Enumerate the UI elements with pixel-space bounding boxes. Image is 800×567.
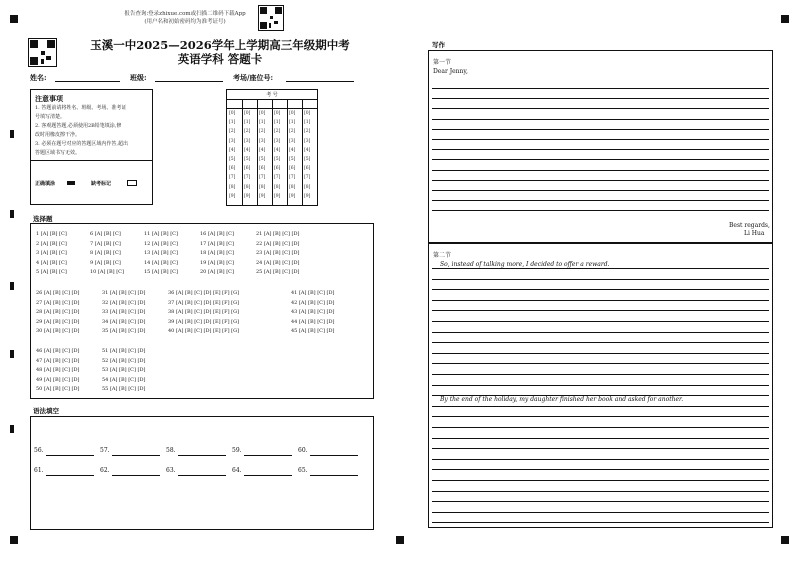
grammar-question-number: 65. [298,467,308,474]
writing-line[interactable] [432,200,769,201]
exam-digit-bubble[interactable]: [0] [304,111,311,116]
exam-digit-bubble[interactable]: [2] [289,129,296,135]
choice-question[interactable]: 46 [A] [B] [C] [D] [36,348,80,354]
exam-number-header: 考 号 [266,92,278,98]
choice-question[interactable]: 52 [A] [B] [C] [D] [102,357,146,364]
exam-digit-bubble[interactable]: [1] [289,120,296,126]
choice-question[interactable]: 12 [A] [B] [C] [144,240,178,247]
exam-digit-bubble[interactable]: [1] [259,120,266,126]
notice-line-2: (用户名和初始密码均为准考证号) [144,19,226,25]
grammar-question-number: 64. [232,467,242,474]
exam-digit-bubble[interactable]: [4] [289,147,296,153]
choice-question[interactable]: 24 [A] [B] [C] [D] [256,259,300,266]
grammar-question-number: 57. [100,447,110,454]
choice-section-label: 选择题 [33,215,53,223]
exam-digit-bubble[interactable]: [1] [304,120,311,126]
grammar-answer-blank[interactable] [244,475,292,476]
choice-question[interactable]: 5 [A] [B] [C] [36,269,67,275]
grid-column-line [272,99,273,205]
exam-digit-bubble[interactable]: [1] [229,120,236,126]
exam-digit-bubble[interactable]: [8] [259,184,266,190]
choice-question[interactable]: 43 [A] [B] [C] [D] [291,309,335,315]
choice-question[interactable]: 41 [A] [B] [C] [D] [291,290,335,296]
writing-line[interactable] [432,353,769,354]
choice-question[interactable]: 17 [A] [B] [C] [200,240,234,247]
exam-digit-bubble[interactable]: [0] [274,111,281,116]
choice-question[interactable]: 35 [A] [B] [C] [D] [102,328,146,334]
class-label: 班级: [130,73,147,82]
choice-question[interactable]: 54 [A] [B] [C] [D] [102,376,146,383]
grammar-question-number: 63. [166,467,176,474]
grammar-section-label: 语法填空 [33,407,59,415]
writing-line[interactable] [432,88,769,89]
exam-digit-bubble[interactable]: [5] [289,157,296,162]
correct-fill-label: 正确填涂 [35,181,56,187]
seat-label: 考场/座位号: [233,73,274,82]
choice-question[interactable]: 9 [A] [B] [C] [90,259,121,266]
exam-digit-bubble[interactable]: [5] [244,157,251,162]
choice-question[interactable]: 48 [A] [B] [C] [D] [36,367,80,373]
grammar-answer-box [30,416,374,530]
choice-question[interactable]: 14 [A] [B] [C] [144,259,178,266]
writing-line[interactable] [432,159,769,160]
choice-question[interactable]: 26 [A] [B] [C] [D] [36,290,80,296]
exam-digit-bubble[interactable]: [7] [229,175,236,181]
writing-line[interactable] [432,129,769,130]
choice-question[interactable]: 21 [A] [B] [C] [D] [256,231,300,237]
exam-digit-bubble[interactable]: [8] [274,184,281,190]
choice-question[interactable]: 42 [A] [B] [C] [D] [291,299,335,306]
writing-line[interactable] [432,448,769,449]
choice-question[interactable]: 49 [A] [B] [C] [D] [36,376,80,383]
grammar-question-number: 58. [166,447,176,454]
exam-digit-bubble[interactable]: [5] [304,157,311,162]
grammar-question-number: 61. [34,467,44,474]
grammar-answer-blank[interactable] [244,455,292,456]
exam-digit-bubble[interactable]: [9] [304,193,311,199]
exam-digit-bubble[interactable]: [9] [274,193,281,199]
exam-digit-bubble[interactable]: [6] [304,166,311,172]
exam-digit-bubble[interactable]: [9] [289,193,296,199]
choice-question[interactable]: 18 [A] [B] [C] [200,250,234,256]
choice-question[interactable]: 4 [A] [B] [C] [36,259,67,266]
exam-digit-bubble[interactable]: [3] [289,138,296,144]
missing-mark-label: 缺考标记 [91,181,112,187]
choice-question[interactable]: 55 [A] [B] [C] [D] [102,386,146,392]
notice-divider [31,160,152,161]
choice-question[interactable]: 38 [A] [B] [C] [D] [E] [F] [G] [168,309,240,315]
exam-digit-bubble[interactable]: [3] [229,138,236,144]
timing-mark [10,536,18,544]
choice-question[interactable]: 27 [A] [B] [C] [D] [36,299,80,306]
writing-line[interactable] [432,310,769,311]
choice-question[interactable]: 23 [A] [B] [C] [D] [256,250,300,256]
choice-question[interactable]: 51 [A] [B] [C] [D] [102,348,146,354]
timing-mark [10,282,14,290]
choice-question[interactable]: 33 [A] [B] [C] [D] [102,309,146,315]
choice-question[interactable]: 50 [A] [B] [C] [D] [36,386,80,392]
writing-line[interactable] [432,289,769,290]
timing-mark [781,15,789,23]
report-query-notice [110,10,260,26]
exam-subtitle: 英语学科 答题卡 [177,52,263,66]
choice-question[interactable]: 34 [A] [B] [C] [D] [102,318,146,325]
exam-digit-bubble[interactable]: [2] [304,129,311,135]
choice-question[interactable]: 19 [A] [B] [C] [200,259,234,266]
choice-question[interactable]: 1 [A] [B] [C] [36,231,67,237]
writing-part1-box [428,50,773,243]
exam-digit-bubble[interactable]: [2] [229,129,236,135]
missing-mark-box[interactable] [127,180,137,186]
exam-digit-bubble[interactable]: [4] [304,147,311,153]
choice-answer-box [30,223,374,399]
writing-line[interactable] [432,98,769,99]
exam-digit-bubble[interactable]: [5] [229,157,236,162]
exam-digit-bubble[interactable]: [9] [244,193,251,199]
exam-digit-bubble[interactable]: [7] [259,175,266,181]
writing-line[interactable] [432,459,769,460]
grammar-answer-blank[interactable] [310,475,358,476]
grammar-question-number: 56. [34,447,44,454]
letter-closing: Best regards, [729,222,770,229]
choice-question[interactable]: 3 [A] [B] [C] [36,250,67,256]
grammar-question-number: 60. [298,447,308,454]
choice-question[interactable]: 20 [A] [B] [C] [200,269,234,275]
writing-line[interactable] [432,501,769,502]
choice-question[interactable]: 10 [A] [B] [C] [90,269,124,275]
writing-line[interactable] [432,119,769,120]
choice-question[interactable]: 28 [A] [B] [C] [D] [36,309,80,315]
grammar-answer-blank[interactable] [178,475,226,476]
grammar-answer-blank[interactable] [112,455,160,456]
exam-digit-bubble[interactable]: [8] [244,184,251,190]
exam-digit-bubble[interactable]: [8] [229,184,236,190]
exam-digit-bubble[interactable]: [3] [244,138,251,144]
choice-question[interactable]: 6 [A] [B] [C] [90,231,121,237]
exam-digit-bubble[interactable]: [9] [229,193,236,199]
exam-digit-bubble[interactable]: [1] [244,120,251,126]
exam-digit-bubble[interactable]: [0] [289,111,296,116]
exam-digit-bubble[interactable]: [4] [274,147,281,153]
exam-digit-bubble[interactable]: [7] [274,175,281,181]
writing-line[interactable] [432,279,769,280]
choice-question[interactable]: 7 [A] [B] [C] [90,240,121,247]
writing-line[interactable] [432,321,769,322]
letter-greeting: Dear Jenny, [433,68,468,75]
grammar-question-number: 59. [232,447,242,454]
writing-line[interactable] [432,170,769,171]
choice-question[interactable]: 32 [A] [B] [C] [D] [102,299,146,306]
exam-digit-bubble[interactable]: [6] [289,166,296,172]
timing-mark [10,130,14,138]
notice-item: 号填写清楚。 [35,114,66,120]
notice-item: 3. 必须在题号对应的答题区域内作答,超出 [35,141,128,147]
choice-question[interactable]: 44 [A] [B] [C] [D] [291,318,335,325]
writing-section-label: 写作 [432,41,445,49]
grid-column-line [242,99,243,205]
writing-line[interactable] [432,332,769,333]
writing-line[interactable] [432,210,769,211]
choice-question[interactable]: 16 [A] [B] [C] [200,231,234,237]
class-field[interactable] [155,81,223,82]
notice-item: 答题区域书写无效。 [35,150,81,156]
choice-question[interactable]: 29 [A] [B] [C] [D] [36,318,80,325]
choice-question[interactable]: 40 [A] [B] [C] [D] [E] [F] [G] [168,328,240,334]
exam-digit-bubble[interactable]: [8] [289,184,296,190]
exam-digit-bubble[interactable]: [6] [244,166,251,172]
choice-question[interactable]: 15 [A] [B] [C] [144,269,178,275]
choice-question[interactable]: 8 [A] [B] [C] [90,250,121,256]
exam-digit-bubble[interactable]: [7] [304,175,311,181]
exam-digit-bubble[interactable]: [4] [229,147,236,153]
paragraph2-start: By the end of the holiday, my daughter finished her book and asked for another. [440,396,684,403]
qr-code-icon [258,5,284,31]
timing-mark [10,425,14,433]
correct-fill-sample [67,181,75,185]
paragraph1-start: So, instead of talking more, I decided to offer a reward. [440,261,610,268]
notice-title: 注意事项 [35,94,63,103]
exam-digit-bubble[interactable]: [2] [274,129,281,135]
timing-mark [781,536,789,544]
grid-column-line [287,99,288,205]
notice-item: 2. 客观题答题,必须使用2B铅笔填涂,修 [35,123,122,129]
letter-signature: Li Hua [744,230,765,237]
writing-line[interactable] [432,300,769,301]
choice-question[interactable]: 37 [A] [B] [C] [D] [E] [F] [G] [168,299,240,306]
writing-line[interactable] [432,406,769,407]
writing-line[interactable] [432,385,769,386]
writing-line[interactable] [432,108,769,109]
timing-mark [10,15,18,23]
exam-digit-bubble[interactable]: [7] [244,175,251,181]
notice-box [30,89,153,205]
grammar-answer-blank[interactable] [112,475,160,476]
choice-question[interactable]: 30 [A] [B] [C] [D] [36,328,80,334]
writing-part2-label: 第二节 [433,252,452,259]
writing-line[interactable] [432,491,769,492]
exam-digit-bubble[interactable]: [0] [229,111,236,116]
writing-line[interactable] [432,395,769,396]
writing-line[interactable] [432,374,769,375]
seat-field[interactable] [286,81,354,82]
writing-line[interactable] [432,512,769,513]
exam-digit-bubble[interactable]: [6] [259,166,266,172]
exam-digit-bubble[interactable]: [5] [274,157,281,162]
writing-line[interactable] [432,139,769,140]
grid-column-line [257,99,258,205]
exam-digit-bubble[interactable]: [2] [259,129,266,135]
exam-digit-bubble[interactable]: [4] [244,147,251,153]
exam-digit-bubble[interactable]: [9] [259,193,266,199]
writing-line[interactable] [432,469,769,470]
choice-question[interactable]: 36 [A] [B] [C] [D] [E] [F] [G] [168,290,240,296]
name-field[interactable] [55,81,120,82]
exam-digit-bubble[interactable]: [3] [259,138,266,144]
grammar-answer-blank[interactable] [310,455,358,456]
choice-question[interactable]: 22 [A] [B] [C] [D] [256,240,300,247]
exam-digit-bubble[interactable]: [6] [229,166,236,172]
writing-line[interactable] [432,363,769,364]
writing-line[interactable] [432,522,769,523]
notice-item: 改时用橡皮擦干净。 [35,132,81,138]
exam-digit-bubble[interactable]: [8] [304,184,311,190]
writing-part1-label: 第一节 [433,59,452,66]
grammar-answer-blank[interactable] [178,455,226,456]
exam-digit-bubble[interactable]: [3] [274,138,281,144]
exam-digit-bubble[interactable]: [0] [244,111,251,116]
timing-mark [10,350,14,358]
choice-question[interactable]: 11 [A] [B] [C] [144,231,178,237]
writing-line[interactable] [432,268,769,269]
writing-line[interactable] [432,149,769,150]
choice-question[interactable]: 39 [A] [B] [C] [D] [E] [F] [G] [168,318,240,325]
notice-line-1: 报告查询:登录zhixue.com或扫描二维码下载App [124,11,246,17]
notice-items [35,104,149,158]
choice-question[interactable]: 2 [A] [B] [C] [36,240,67,247]
writing-line[interactable] [432,190,769,191]
name-label: 姓名: [30,73,47,82]
exam-number-grid [226,89,318,206]
exam-digit-bubble[interactable]: [7] [289,175,296,181]
choice-question[interactable]: 45 [A] [B] [C] [D] [291,328,335,334]
grid-column-line [302,99,303,205]
choice-question[interactable]: 47 [A] [B] [C] [D] [36,357,80,364]
grammar-answer-blank[interactable] [46,475,94,476]
exam-digit-bubble[interactable]: [1] [274,120,281,126]
writing-line[interactable] [432,180,769,181]
grammar-question-number: 62. [100,467,110,474]
exam-digit-bubble[interactable]: [0] [259,111,266,116]
writing-line[interactable] [432,416,769,417]
writing-line[interactable] [432,342,769,343]
writing-line[interactable] [432,438,769,439]
writing-line[interactable] [432,480,769,481]
choice-question[interactable]: 31 [A] [B] [C] [D] [102,290,146,296]
exam-digit-bubble[interactable]: [4] [259,147,266,153]
exam-title: 玉溪一中2025—2026学年上学期高三年级期中考 [90,38,350,52]
writing-line[interactable] [432,427,769,428]
notice-item: 1. 答题前请将姓名、班级、考场、准考证 [35,105,127,111]
exam-digit-bubble[interactable]: [5] [259,157,266,162]
exam-digit-bubble[interactable]: [6] [274,166,281,172]
qr-code-icon [28,38,57,67]
choice-question[interactable]: 13 [A] [B] [C] [144,250,178,256]
grammar-answer-blank[interactable] [46,455,94,456]
choice-question[interactable]: 53 [A] [B] [C] [D] [102,367,146,373]
choice-question[interactable]: 25 [A] [B] [C] [D] [256,269,300,275]
exam-digit-bubble[interactable]: [3] [304,138,311,144]
timing-mark [10,210,14,218]
timing-mark [396,536,404,544]
exam-digit-bubble[interactable]: [2] [244,129,251,135]
